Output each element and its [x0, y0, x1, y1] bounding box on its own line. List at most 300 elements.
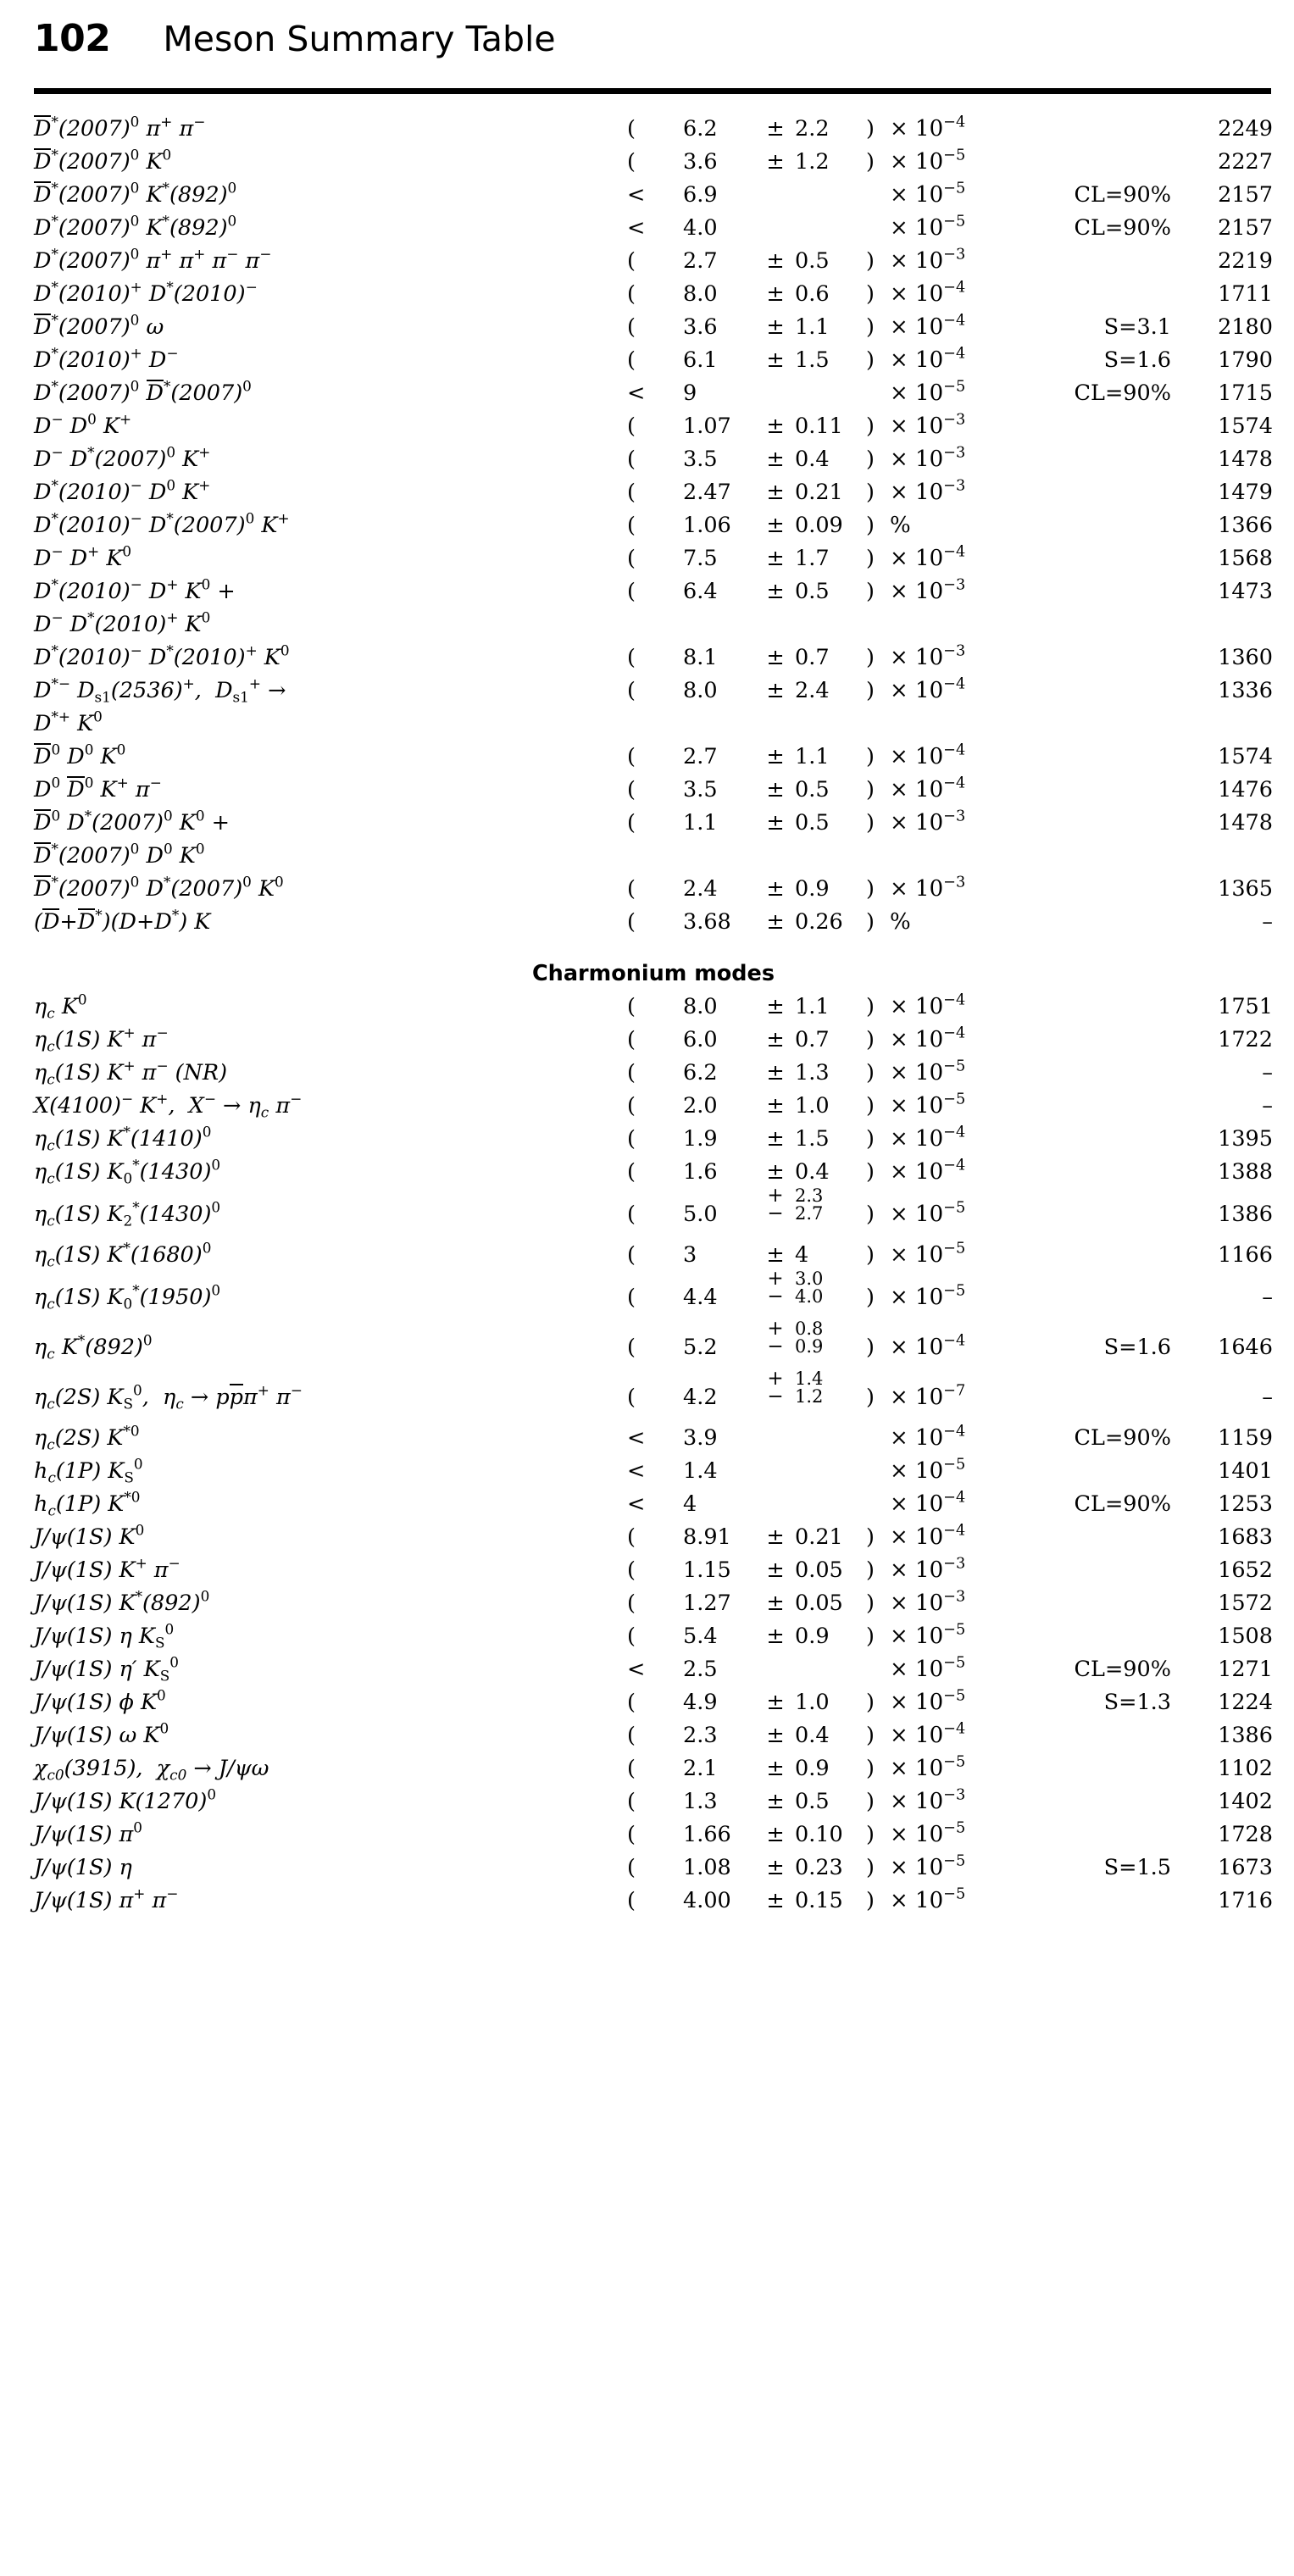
error-value: 0.7 — [795, 1027, 830, 1052]
close-paren: ) — [866, 1690, 875, 1715]
scale-or-cl-flag: CL=90% — [1074, 380, 1171, 406]
continuation-spacer — [683, 608, 756, 641]
decay-mode: $D^*(2007)^0$ $D^*(2007)^0$ — [34, 377, 252, 406]
open-paren-spacer — [664, 1322, 683, 1372]
continuation-spacer — [866, 840, 885, 873]
power-of-ten: × $10^{-4}$ — [890, 312, 966, 340]
error-value — [795, 1653, 866, 1686]
relation-symbol: ( — [627, 1285, 636, 1310]
scale-or-cl-flag — [1030, 1521, 1171, 1554]
momentum-p: 1646 — [1218, 1335, 1273, 1360]
close-paren: ) — [866, 1285, 875, 1310]
power-of-ten: × $10^{-3}$ — [890, 1555, 966, 1583]
table-row — [34, 774, 1273, 807]
decay-mode: D*− $D_{s1}(2536)^+$, $D_{s1}^+$ → — [34, 675, 286, 706]
error-sign: ± — [766, 1159, 785, 1185]
error-sign: ± — [766, 1624, 785, 1649]
close-paren: ) — [866, 645, 875, 670]
decay-mode: J/ψ(1S) $K^0$ — [34, 1521, 145, 1550]
momentum-p: 1478 — [1218, 810, 1273, 836]
error-sign: ± — [766, 1789, 785, 1814]
value: 1.66 — [683, 1822, 731, 1847]
table-row — [34, 410, 1273, 443]
close-paren: ) — [866, 1756, 875, 1781]
section-header-row — [34, 958, 1273, 991]
momentum-p: 1366 — [1218, 513, 1273, 538]
table-row — [34, 1024, 1273, 1057]
table-row — [34, 741, 1273, 774]
power-of-ten: × $10^{-5}$ — [890, 147, 966, 175]
error-value: 1.5 — [795, 1126, 830, 1152]
close-paren — [866, 1653, 885, 1686]
relation-symbol: < — [627, 1491, 646, 1517]
error-sign: ± — [766, 248, 785, 274]
scale-or-cl-flag: CL=90% — [1074, 215, 1171, 241]
table-row — [34, 873, 1273, 906]
open-paren-spacer — [664, 1090, 683, 1123]
relation-symbol: ( — [627, 1855, 636, 1880]
error-value: 0.21 — [795, 480, 843, 505]
section-header-label: Charmonium modes — [531, 961, 775, 986]
power-of-ten: × $10^{-3}$ — [890, 576, 966, 604]
momentum-p: 1360 — [1218, 645, 1273, 670]
momentum-p: 1722 — [1218, 1027, 1273, 1052]
continuation-spacer — [866, 608, 885, 641]
momentum-p: 1652 — [1218, 1557, 1273, 1583]
power-of-ten: × $10^{-5}$ — [890, 1091, 966, 1119]
scale-or-cl-flag — [1030, 542, 1171, 575]
momentum-p: 1728 — [1218, 1822, 1273, 1847]
decay-mode: J/ψ(1S) $K(1270)^0$ — [34, 1785, 217, 1814]
relation-symbol: ( — [627, 810, 636, 836]
decay-mode: $\eta_c(1S)$ $K_0^*(1430)^0$ — [34, 1156, 221, 1187]
decay-mode: $D^*(2007)^0$ π+ π− — [34, 113, 206, 142]
power-of-ten: × $10^{-4}$ — [890, 774, 966, 802]
value: 1.9 — [683, 1126, 718, 1152]
close-paren: ) — [866, 116, 875, 142]
table-row — [34, 1090, 1273, 1123]
scale-or-cl-flag — [1030, 1090, 1171, 1123]
scale-or-cl-flag — [1030, 1752, 1171, 1785]
close-paren: ) — [866, 513, 875, 538]
table-row — [34, 1653, 1273, 1686]
relation-symbol: < — [627, 1458, 646, 1484]
table-row-continuation — [34, 840, 1273, 873]
power-of-ten: × $10^{-4}$ — [890, 1024, 966, 1052]
momentum-p: 1476 — [1218, 777, 1273, 802]
error-sign: ± — [766, 1242, 785, 1268]
value: 1.06 — [683, 513, 731, 538]
power-of-ten: × $10^{-5}$ — [890, 1456, 966, 1484]
value: 8.0 — [683, 281, 718, 307]
close-paren: ) — [866, 876, 875, 902]
table-row — [34, 377, 1273, 410]
decay-mode-continuation: $D^*(2007)^0$ $D^0$ $K^0$ — [34, 840, 205, 869]
value: 6.0 — [683, 1027, 718, 1052]
decay-mode-continuation: D*+ $K^0$ — [34, 708, 103, 736]
momentum-p: 1365 — [1218, 876, 1273, 902]
table-row — [34, 344, 1273, 377]
decay-mode: J/ψ(1S) K+ π− — [34, 1554, 180, 1583]
value: 4.9 — [683, 1690, 718, 1715]
open-paren-spacer — [664, 179, 683, 212]
relation-symbol: ( — [627, 1756, 636, 1781]
power-of-ten: × $10^{-5}$ — [890, 180, 966, 208]
decay-mode: $D^0$ $D^0$ K+ π− — [34, 774, 162, 802]
power-of-ten: × $10^{-5}$ — [890, 1240, 966, 1268]
value: 3.68 — [683, 909, 731, 935]
power-of-ten: × $10^{-3}$ — [890, 411, 966, 439]
relation-symbol: < — [627, 380, 646, 406]
close-paren: ) — [866, 1093, 875, 1119]
error-value-stack: 1.4 1.2 — [795, 1368, 824, 1407]
error-sign: ± — [766, 1060, 785, 1085]
decay-mode: $\eta_c(2S)$ $K^{*0}$ — [34, 1422, 140, 1453]
error-value: 0.09 — [795, 513, 843, 538]
momentum-p: 1402 — [1218, 1789, 1273, 1814]
error-value: 0.9 — [795, 876, 830, 902]
error-value: 0.4 — [795, 1159, 830, 1185]
table-row — [34, 991, 1273, 1024]
error-value: 0.4 — [795, 447, 830, 472]
decay-mode: J/ψ(1S) π+ π− — [34, 1885, 179, 1913]
relation-symbol: < — [627, 215, 646, 241]
scale-or-cl-flag — [1030, 675, 1171, 708]
relation-symbol: ( — [627, 1624, 636, 1649]
table-row — [34, 1686, 1273, 1719]
value: 2.1 — [683, 1756, 718, 1781]
scale-or-cl-flag — [1030, 807, 1171, 840]
momentum-p: 2227 — [1218, 149, 1273, 175]
decay-mode: $\chi_{c0}(3915)$, $\chi_{c0} \to J/\psi\omega$ — [34, 1756, 269, 1784]
open-paren-spacer — [664, 1057, 683, 1090]
scale-or-cl-flag: S=1.5 — [1103, 1855, 1171, 1880]
relation-symbol: < — [627, 1425, 646, 1451]
error-sign: ± — [766, 678, 785, 703]
value: 1.15 — [683, 1557, 731, 1583]
error-sign: ± — [766, 1822, 785, 1847]
table-row — [34, 641, 1273, 675]
error-value: 4 — [795, 1242, 809, 1268]
error-sign-stack: + − — [767, 1268, 784, 1307]
scale-or-cl-flag — [1030, 113, 1171, 146]
open-paren-spacer — [664, 1521, 683, 1554]
table-row-continuation — [34, 608, 1273, 641]
open-paren-spacer — [664, 1620, 683, 1653]
scale-or-cl-flag: S=1.6 — [1103, 347, 1171, 373]
relation-symbol: ( — [627, 909, 636, 935]
close-paren: ) — [866, 909, 875, 935]
open-paren-spacer — [664, 1587, 683, 1620]
momentum-p: 1574 — [1218, 414, 1273, 439]
value: 9 — [683, 380, 697, 406]
relation-symbol: ( — [627, 1093, 636, 1119]
momentum-p: 2157 — [1218, 182, 1273, 208]
scale-or-cl-flag — [1030, 509, 1171, 542]
scale-or-cl-flag: CL=90% — [1074, 1425, 1171, 1451]
relation-symbol: ( — [627, 1524, 636, 1550]
error-value: 1.1 — [795, 314, 830, 340]
table-row — [34, 1156, 1273, 1189]
close-paren: ) — [866, 414, 875, 439]
scale-or-cl-flag — [1030, 1587, 1171, 1620]
momentum-p: – — [1262, 1285, 1273, 1310]
error-sign: ± — [766, 1093, 785, 1119]
momentum-p: 1336 — [1218, 678, 1273, 703]
power-of-ten: × $10^{-5}$ — [890, 1852, 966, 1880]
relation-symbol: ( — [627, 777, 636, 802]
error-sign: ± — [766, 447, 785, 472]
error-value: 0.15 — [795, 1888, 843, 1913]
continuation-spacer — [664, 608, 683, 641]
continuation-spacer — [756, 840, 795, 873]
relation-symbol: ( — [627, 116, 636, 142]
momentum-p: 1508 — [1218, 1624, 1273, 1649]
table-row — [34, 443, 1273, 476]
table-row — [34, 675, 1273, 708]
error-sign — [756, 212, 795, 245]
close-paren: ) — [866, 281, 875, 307]
continuation-spacer — [756, 608, 795, 641]
power-of-ten: × $10^{-4}$ — [890, 991, 966, 1019]
open-paren-spacer — [664, 991, 683, 1024]
error-sign: ± — [766, 414, 785, 439]
value: 2.3 — [683, 1723, 718, 1748]
continuation-spacer — [1030, 840, 1171, 873]
table-row — [34, 212, 1273, 245]
section-spacer-cell — [34, 939, 1273, 958]
open-paren-spacer — [664, 212, 683, 245]
page-header — [27, 17, 1260, 76]
close-paren — [866, 179, 885, 212]
continuation-spacer — [756, 708, 795, 741]
close-paren — [866, 212, 885, 245]
momentum-p: 2219 — [1218, 248, 1273, 274]
continuation-spacer — [683, 840, 756, 873]
close-paren: ) — [866, 1242, 875, 1268]
value: 1.4 — [683, 1458, 718, 1484]
open-paren-spacer — [664, 1719, 683, 1752]
scale-or-cl-flag — [1030, 1239, 1171, 1272]
decay-mode: $\eta_c(1S)$ $K^*(1680)^0$ — [34, 1239, 212, 1270]
close-paren: ) — [866, 347, 875, 373]
value: 1.27 — [683, 1591, 731, 1616]
momentum-p: 1715 — [1218, 380, 1273, 406]
power-of-ten: × $10^{-4}$ — [890, 1489, 966, 1517]
error-sign: ± — [766, 281, 785, 307]
momentum-p: 1711 — [1218, 281, 1273, 307]
table-row — [34, 245, 1273, 278]
power-of-ten: × $10^{-7}$ — [890, 1382, 966, 1410]
scale-or-cl-flag — [1030, 245, 1171, 278]
relation-symbol: ( — [627, 1385, 636, 1410]
open-paren-spacer — [664, 1422, 683, 1455]
table-row-continuation — [34, 708, 1273, 741]
section-spacer — [34, 939, 1273, 958]
scale-or-cl-flag — [1030, 1024, 1171, 1057]
momentum-p: – — [1262, 909, 1273, 935]
decay-mode: J/ψ(1S) ϕ $K^0$ — [34, 1686, 166, 1715]
value: 3.6 — [683, 149, 718, 175]
relation-symbol: ( — [627, 347, 636, 373]
power-of-ten: × $10^{-3}$ — [890, 808, 966, 836]
momentum-p: 1386 — [1218, 1202, 1273, 1227]
error-sign: ± — [766, 777, 785, 802]
value: 6.2 — [683, 116, 718, 142]
error-sign: ± — [766, 314, 785, 340]
value: 3.5 — [683, 447, 718, 472]
error-sign-stack: + − — [767, 1185, 784, 1224]
close-paren: ) — [866, 744, 875, 769]
error-sign: ± — [766, 1027, 785, 1052]
error-value: 1.0 — [795, 1690, 830, 1715]
momentum-p: 1790 — [1218, 347, 1273, 373]
momentum-p: 1479 — [1218, 480, 1273, 505]
open-paren-spacer — [664, 641, 683, 675]
error-sign-stack: + − — [767, 1368, 784, 1407]
scale-or-cl-flag — [1030, 410, 1171, 443]
close-paren: ) — [866, 1888, 875, 1913]
decay-mode: $D^*(2007)^0$ $K^*(892)^0$ — [34, 212, 237, 241]
power-of-ten: × $10^{-4}$ — [890, 279, 966, 307]
close-paren: ) — [866, 579, 875, 604]
continuation-spacer — [627, 708, 664, 741]
error-sign: ± — [766, 579, 785, 604]
power-of-ten: × $10^{-5}$ — [890, 1282, 966, 1310]
continuation-spacer — [664, 840, 683, 873]
scale-or-cl-flag — [1030, 774, 1171, 807]
table-row — [34, 1554, 1273, 1587]
error-value-stack: 3.0 4.0 — [795, 1269, 824, 1307]
scale-or-cl-flag: CL=90% — [1074, 182, 1171, 208]
table-row — [34, 179, 1273, 212]
table-row — [34, 1372, 1273, 1422]
table-row — [34, 1239, 1273, 1272]
error-value: 1.1 — [795, 994, 830, 1019]
table-row — [34, 807, 1273, 840]
decay-modes-table — [34, 113, 1273, 1918]
error-sign: ± — [766, 1591, 785, 1616]
table-row — [34, 1455, 1273, 1488]
value: 2.5 — [683, 1657, 718, 1682]
momentum-p: 1253 — [1218, 1491, 1273, 1517]
error-sign — [756, 1455, 795, 1488]
decay-mode: $D^*(2007)^0$ π+ π+ π− π− — [34, 245, 272, 274]
relation-symbol: ( — [627, 744, 636, 769]
decay-mode: D− $D^*(2007)^0$ K+ — [34, 443, 211, 472]
table-row — [34, 311, 1273, 344]
close-paren: ) — [866, 1591, 875, 1616]
power-of-ten: × $10^{-5}$ — [890, 1621, 966, 1649]
continuation-spacer — [885, 708, 1030, 741]
table-row — [34, 1057, 1273, 1090]
momentum-p: 1673 — [1218, 1855, 1273, 1880]
power-of-ten: × $10^{-5}$ — [890, 378, 966, 406]
value: 3.9 — [683, 1425, 718, 1451]
error-sign: ± — [766, 994, 785, 1019]
close-paren: ) — [866, 1789, 875, 1814]
power-of-ten: × $10^{-5}$ — [890, 1753, 966, 1781]
table-row — [34, 1123, 1273, 1156]
open-paren-spacer — [664, 1189, 683, 1239]
table-row — [34, 1620, 1273, 1653]
scale-or-cl-flag — [1030, 443, 1171, 476]
error-value — [795, 1455, 866, 1488]
momentum-p: 1388 — [1218, 1159, 1273, 1185]
relation-symbol: ( — [627, 248, 636, 274]
error-sign: ± — [766, 1888, 785, 1913]
table-row — [34, 575, 1273, 608]
error-value: 0.7 — [795, 645, 830, 670]
scale-or-cl-flag — [1030, 278, 1171, 311]
close-paren: ) — [866, 1723, 875, 1748]
close-paren: ) — [866, 1624, 875, 1649]
error-sign — [756, 1488, 795, 1521]
error-sign: ± — [766, 1557, 785, 1583]
power-of-ten: × $10^{-5}$ — [890, 1654, 966, 1682]
error-sign: ± — [766, 513, 785, 538]
close-paren — [866, 1488, 885, 1521]
continuation-spacer — [885, 840, 1030, 873]
open-paren-spacer — [664, 741, 683, 774]
continuation-spacer — [1030, 708, 1171, 741]
close-paren: ) — [866, 678, 875, 703]
page-number: 102 — [34, 17, 111, 60]
close-paren: ) — [866, 1027, 875, 1052]
decay-mode: $h_c(1P)$ $K^{*0}$ — [34, 1488, 141, 1519]
relation-symbol: ( — [627, 1888, 636, 1913]
value: 4.0 — [683, 215, 718, 241]
value: 8.91 — [683, 1524, 731, 1550]
error-value: 0.21 — [795, 1524, 843, 1550]
value: 2.47 — [683, 480, 731, 505]
table-row — [34, 1785, 1273, 1818]
decay-mode: $\eta_c$ $K^*(892)^0$ — [34, 1331, 153, 1363]
table-row — [34, 1521, 1273, 1554]
decay-mode: $\eta_c(2S)$ $K_S^0$, $\eta_c \to pp\pi^+$ π− — [34, 1381, 303, 1413]
error-sign: ± — [766, 546, 785, 571]
error-sign: ± — [766, 645, 785, 670]
decay-mode: D*(2010)− $D^*(2007)^0$ K+ — [34, 509, 290, 538]
header-rule — [34, 88, 1271, 94]
power-of-ten: × $10^{-5}$ — [890, 1199, 966, 1227]
power-of-ten: × $10^{-4}$ — [890, 675, 966, 703]
table-row — [34, 1852, 1273, 1885]
error-value-stack: 0.8 0.9 — [795, 1319, 824, 1357]
power-of-ten: × $10^{-3}$ — [890, 477, 966, 505]
value: 1.3 — [683, 1789, 718, 1814]
value: 5.4 — [683, 1624, 718, 1649]
decay-mode: D*(2010)+ D− — [34, 344, 179, 373]
open-paren-spacer — [664, 410, 683, 443]
scale-or-cl-flag — [1030, 991, 1171, 1024]
open-paren-spacer — [664, 344, 683, 377]
decay-mode: X(4100)− K+, $X^- \to \eta_c$ π− — [34, 1090, 303, 1121]
momentum-p: 1574 — [1218, 744, 1273, 769]
open-paren-spacer — [664, 1239, 683, 1272]
decay-mode: $D^0$ $D^0$ $K^0$ — [34, 741, 126, 769]
scale-or-cl-flag — [1030, 575, 1171, 608]
close-paren: ) — [866, 1822, 875, 1847]
open-paren-spacer — [664, 113, 683, 146]
scale-or-cl-flag: S=3.1 — [1103, 314, 1171, 340]
error-sign: ± — [766, 347, 785, 373]
decay-mode: J/ψ(1S) $K^*(892)^0$ — [34, 1587, 210, 1616]
close-paren: ) — [866, 1159, 875, 1185]
momentum-p: 2157 — [1218, 215, 1273, 241]
open-paren-spacer — [664, 1156, 683, 1189]
decay-mode: D*(2010)− D*(2010)+ $K^0$ — [34, 641, 290, 670]
